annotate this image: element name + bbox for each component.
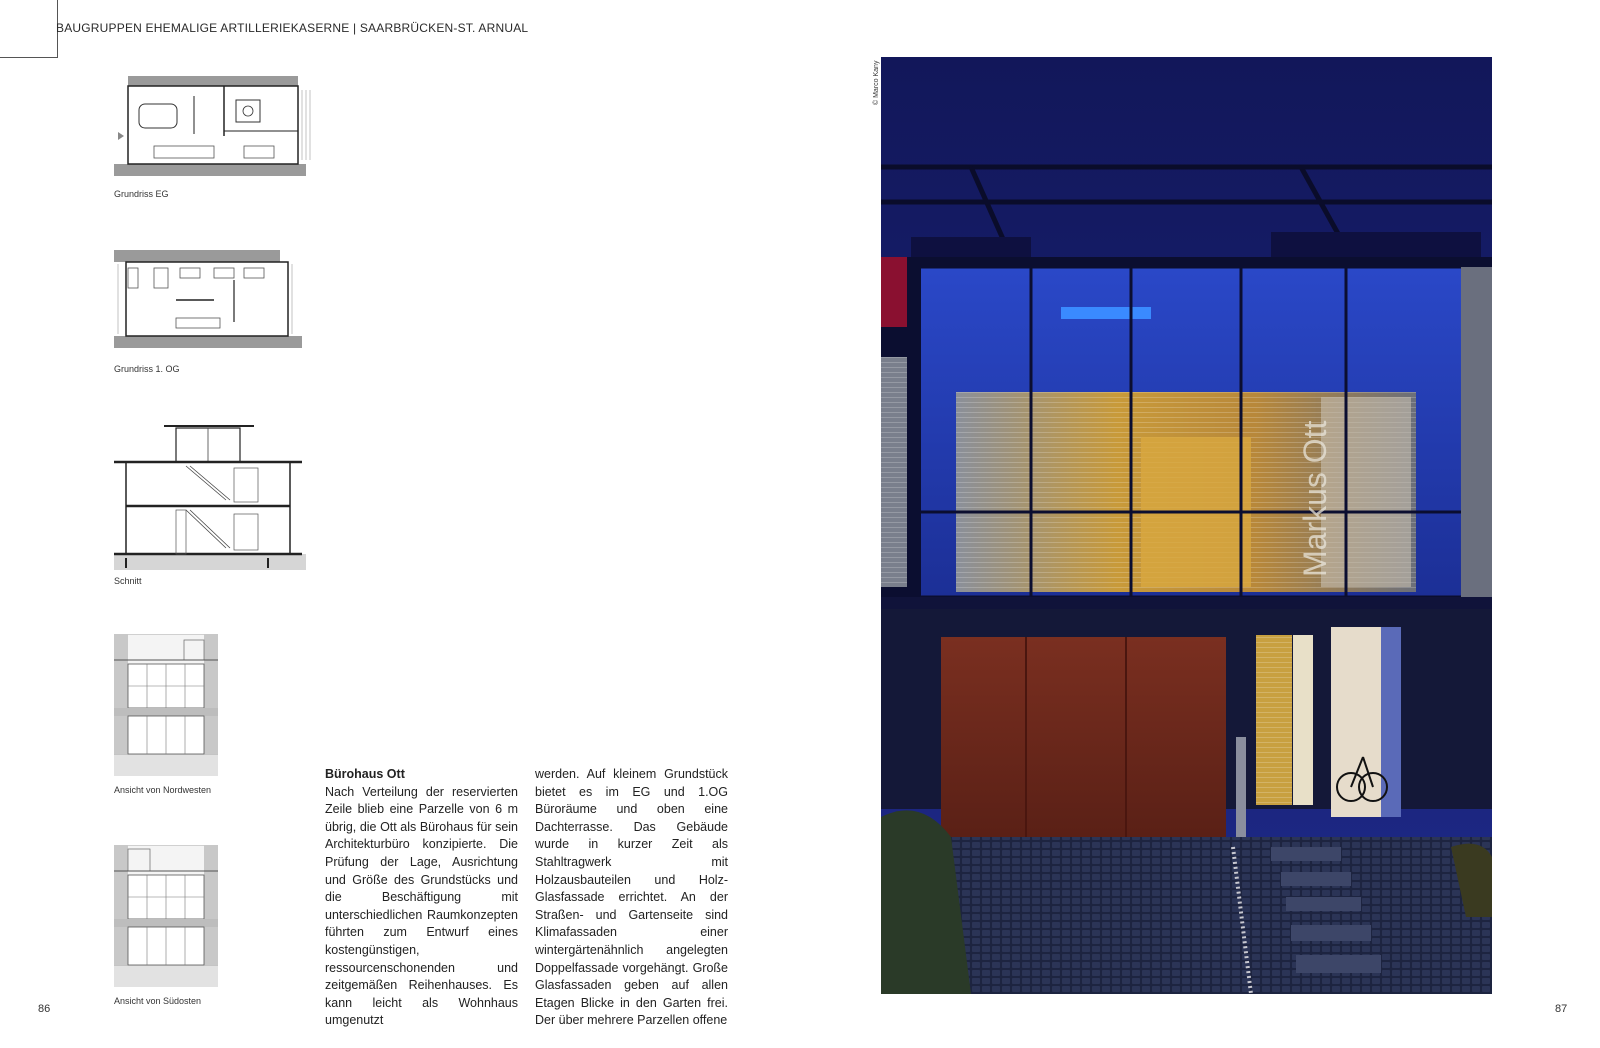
elevation-southeast: [114, 845, 218, 987]
page-number-left: 86: [38, 1003, 51, 1015]
drawing-caption: Grundriss 1. OG: [114, 364, 180, 374]
photo-credit: © Marco Kany: [873, 60, 880, 105]
article-text: Nach Verteilung der reservierten Zeile blieb eine Parzelle von 6 m übrig, die Ott als Bürohaus für sein Architekturbüro konzipierte. Die Prüfung der Lage, Ausrichtung und Größe des Grundstücks und die Beschäftigung mit unterschiedlichen Raumkonzepten führten zum Entwurf eines kostengünstigen, ressourcenschonenden und zeitgemäßen Reihenhauses. Es kann leicht als Wohnhaus umgenutzt: [325, 784, 518, 1028]
building-section: [114, 424, 306, 572]
article-heading: Bürohaus Ott: [325, 767, 405, 781]
facade-signage: Markus Ott: [1297, 420, 1333, 577]
article-column-1: [325, 766, 518, 1030]
article-text: werden. Auf kleinem Grundstück bietet es im EG und 1.OG Büroräume und oben eine Dachterrasse. Das Gebäude wurde in kurzer Zeit als Stahltragwerk mit Holzausbauteilen und Holz-Glasfassade errichtet. An der Straßen- und Gartenseite sind Klimafassaden einer wintergärtenähnlich angelegten Doppelfassade vorgehängt. Große Glasfassaden geben auf allen Etagen Blicke in den Garten frei. Der über mehrere Parzellen offene: [535, 767, 728, 1028]
drawing-caption: Ansicht von Südosten: [114, 996, 202, 1006]
facade-photo: [881, 57, 1492, 994]
page-number-right: 87: [1555, 1003, 1568, 1015]
article-column-2: [535, 766, 728, 1030]
drawing-caption: Schnitt: [114, 576, 142, 586]
floor-plan-first-floor: [114, 250, 304, 354]
elevation-northwest: [114, 634, 218, 776]
running-head: BAUGRUPPEN EHEMALIGE ARTILLERIEKASERNE | SAARBRÜCKEN-ST. ARNUAL: [56, 21, 529, 35]
drawing-caption: Grundriss EG: [114, 189, 169, 199]
crop-mark: [0, 57, 58, 58]
drawing-caption: Ansicht von Nordwesten: [114, 785, 212, 795]
floor-plan-ground-floor: [114, 76, 314, 180]
